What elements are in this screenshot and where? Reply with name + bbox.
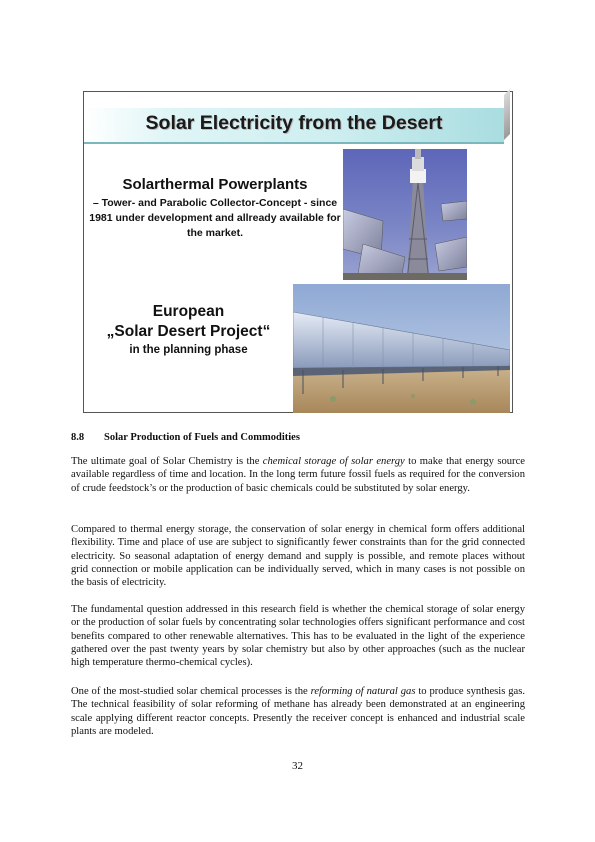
paragraph-1-text-a: The ultimate goal of Solar Chemistry is the xyxy=(71,456,263,467)
european-title-line1: European xyxy=(152,303,225,320)
paragraph-3: The fundamental question addressed in this research field is whether the chemical storage of solar energy or the production of solar fuels by concentrating solar technologies offers significant performance and cost benefits compared to other renewable alternatives. This has to be evaluated in the light of the experience gathered over the past twenty years by solar chemistry but also by other approaches (such as the nuclear high temperature thermo-chemical cycles). xyxy=(71,604,525,669)
european-title-line2: „Solar Desert Project“ xyxy=(106,323,271,340)
paragraph-4-text-a: One of the most-studied solar chemical processes is the xyxy=(71,686,311,697)
solarthermal-title: Solarthermal Powerplants xyxy=(122,176,308,193)
paragraph-1-text-b: to make that energy source available regardless of time and location. In the long term future fossil fuels as required for the conversion of crude feedstock’s or the production of basic chemicals could be substituted by solar energy. xyxy=(71,456,525,494)
page-number: 32 xyxy=(292,760,303,772)
section-title: Solar Production of Fuels and Commodities xyxy=(104,432,300,443)
parabolic-trough-photo xyxy=(293,284,510,413)
section-number: 8.8 xyxy=(71,432,85,443)
paragraph-1 xyxy=(71,455,525,495)
paragraph-2: Compared to thermal energy storage, the conservation of solar energy in chemical form offers additional flexibility. Time and place of use are subject to significantly fewer constraints than for the grid connected electricity. So seasonal adaptation of energy demand and supply is possible, and remote places without grid connection or mobile application can be individually served, which in many cases is not possible on the basis of electricity. xyxy=(71,524,525,589)
slide-title: Solar Electricity from the Desert xyxy=(145,112,443,134)
solarthermal-block xyxy=(86,176,344,241)
paragraph-4-emphasis: reforming of natural gas xyxy=(310,686,416,697)
european-project-block xyxy=(86,302,291,356)
paragraph-1-emphasis: chemical storage of solar energy xyxy=(262,456,405,467)
solarthermal-description: – Tower- and Parabolic Collector-Concept - since 1981 under development and allready available for the market. xyxy=(89,197,341,239)
banner-bevel xyxy=(504,89,510,140)
paragraph-4-text-b: to produce synthesis gas. The technical feasibility of solar reforming of methane has already been demonstrated at an engineering scale applying different reactor concepts. Presently the receiver concept is enhanced and industrial scale plants are modeled. xyxy=(71,686,526,737)
paragraph-4 xyxy=(71,685,525,738)
european-subtitle: in the planning phase xyxy=(129,344,248,356)
slide-figure xyxy=(83,91,513,413)
section-heading xyxy=(71,432,300,443)
solar-tower-photo xyxy=(343,149,467,280)
